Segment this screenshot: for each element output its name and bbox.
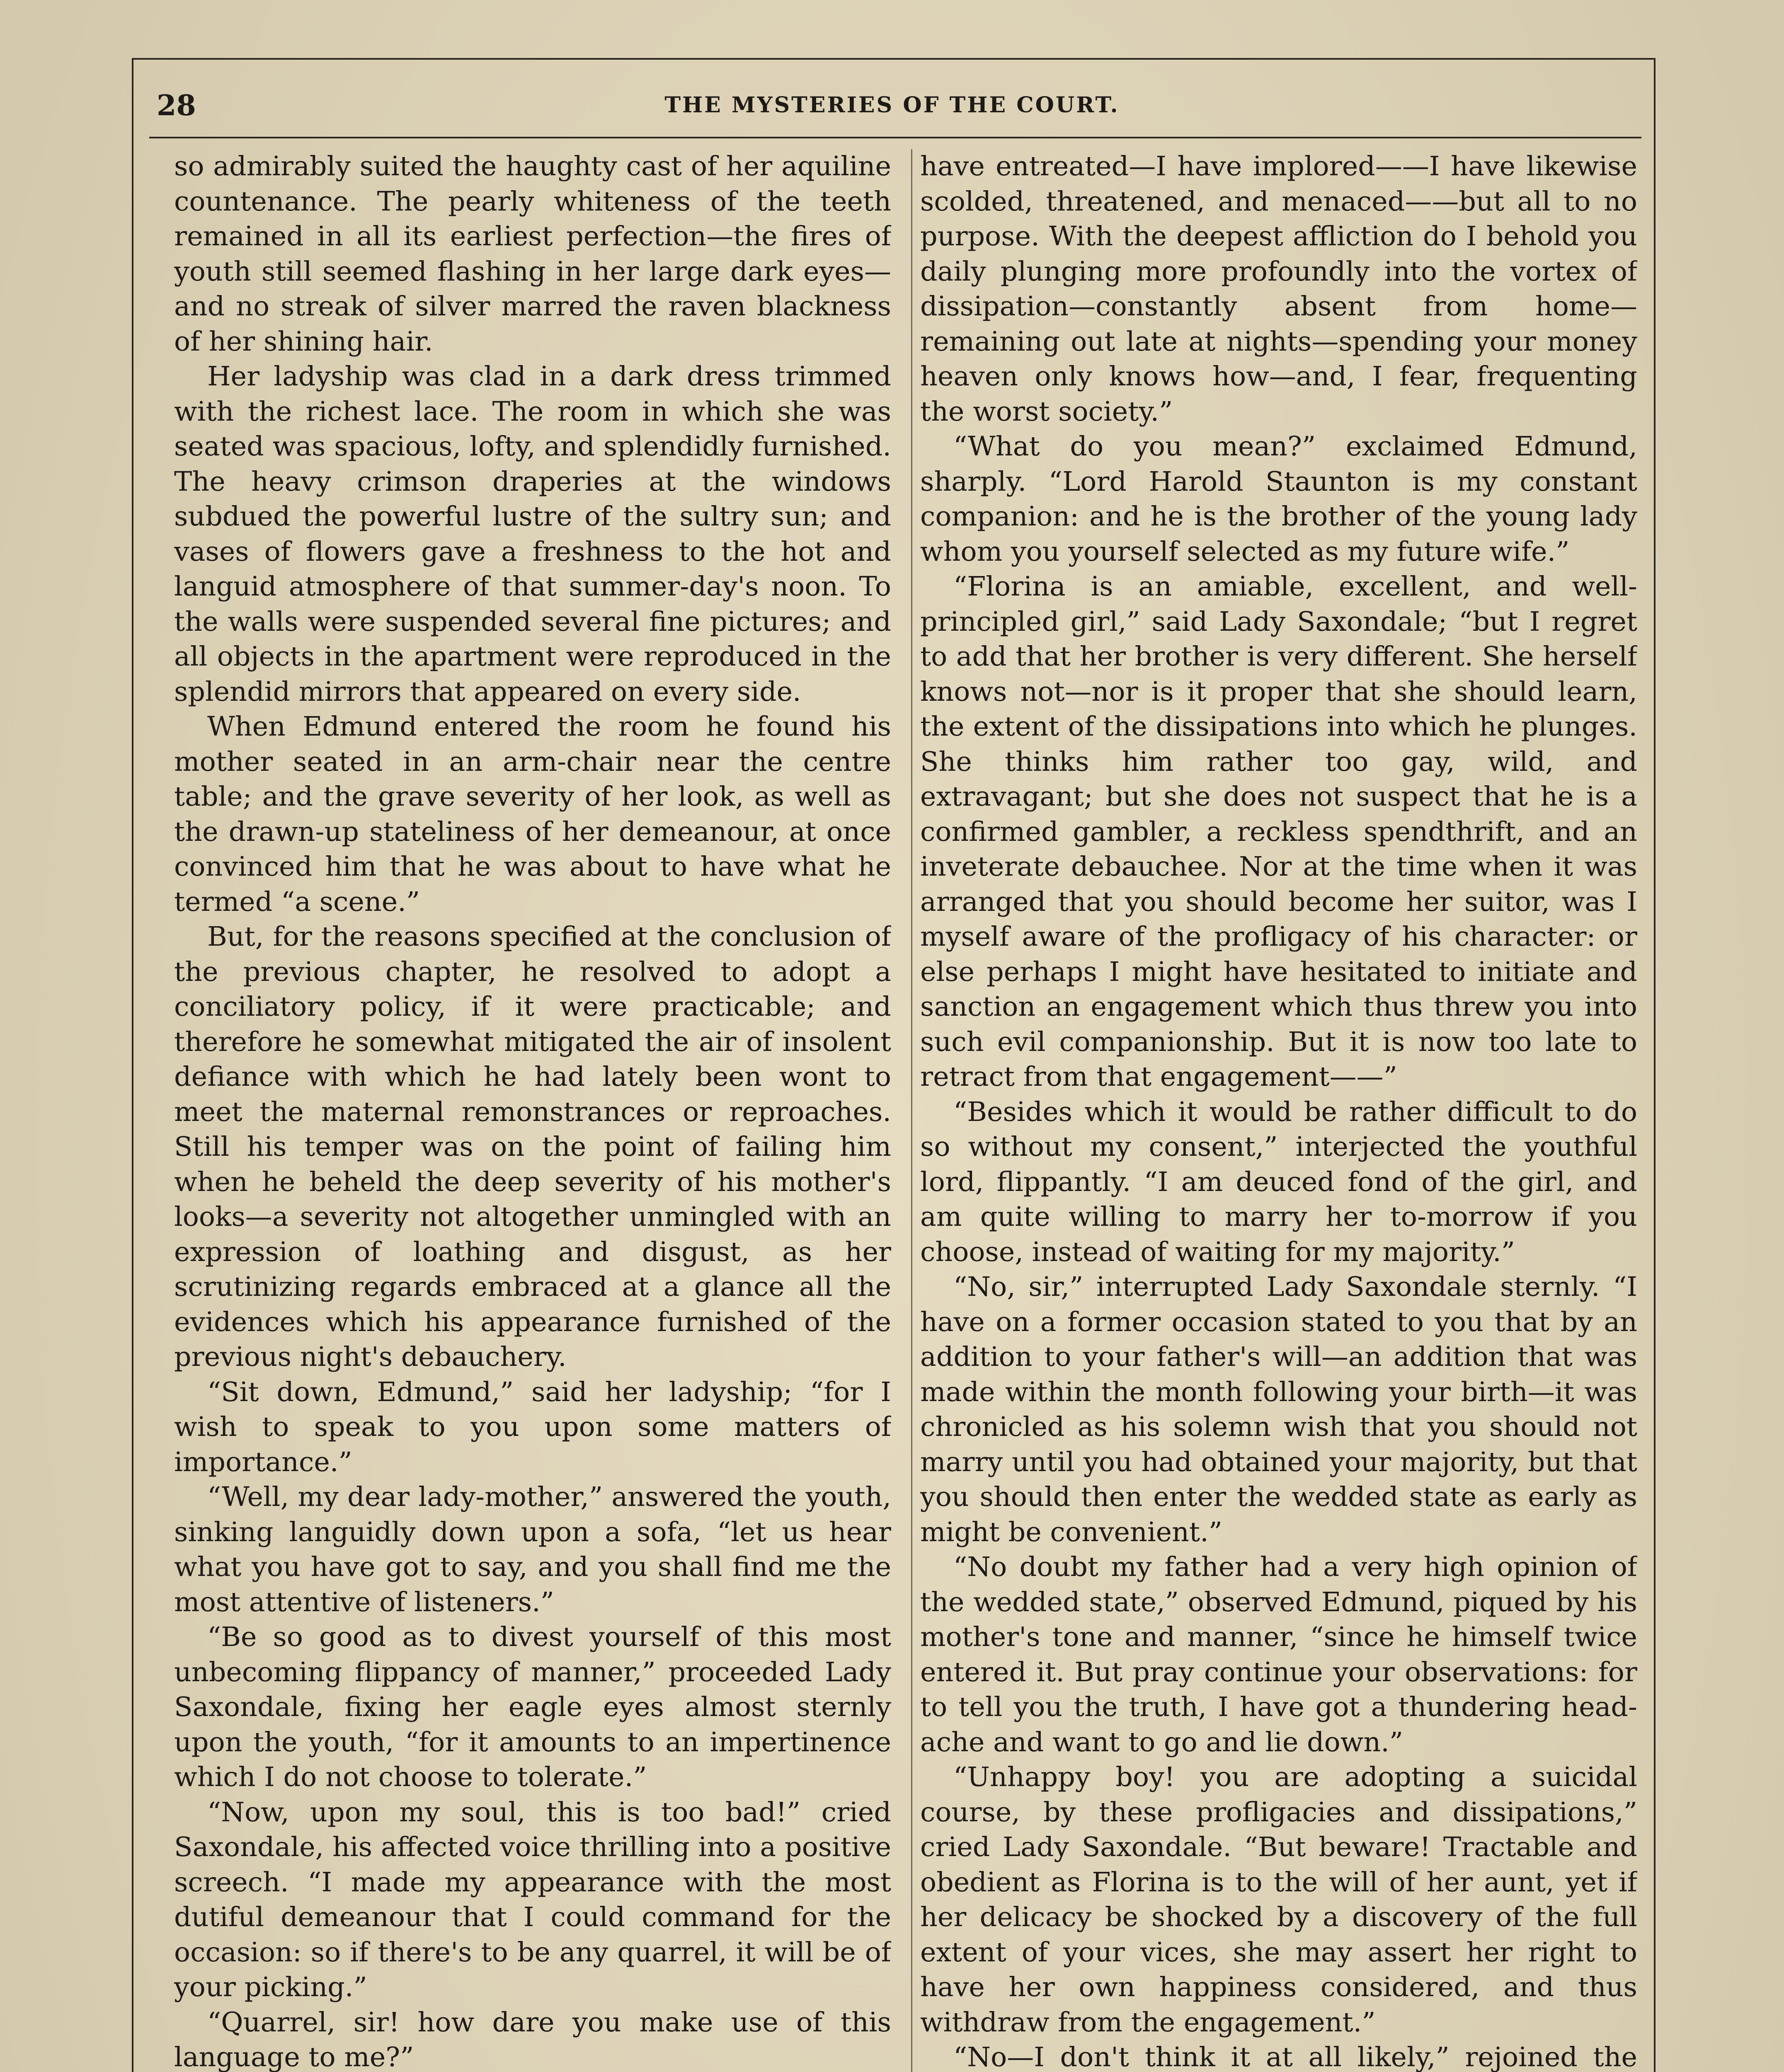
column-divider: [911, 149, 912, 2072]
paragraph: “Well, my dear lady-mother,” answered the youth, sinking languidly down upon a sofa, “let us hear what you have got to say, and you shall find me the most attentive of listeners.”: [174, 1481, 891, 1618]
paragraph: “No, sir,” interrupted Lady Saxondale sternly. “I have on a former occasion stated to you that by an addition to your father's will—an addition that was made within the month following your birth—it was chronicled as his solemn wish that you should not marry until you had obtained your majority, but that you should then enter the wedded state as early as might be convenient.”: [920, 1271, 1637, 1548]
paragraph: “Quarrel, sir! how dare you make use of this language to me?”: [174, 2007, 891, 2072]
paragraph: “What do you mean?” exclaimed Edmund, sharply. “Lord Harold Staunton is my constant companion: and he is the brother of the young lady whom you yourself selected as my future wife.”: [920, 431, 1637, 567]
running-title: THE MYSTERIES OF THE COURT.: [664, 92, 1120, 118]
paragraph: “No—I don't think it at all likely,” rejoined the: [953, 2042, 1637, 2072]
header-rule: [149, 137, 1641, 138]
paragraph: When Edmund entered the room he found his mother seated in an arm-chair near the centre table; and the grave severity of her look, as well as the drawn-up stateliness of her demeanour, at once convinced him that he was about to have what he termed “a scene.”: [174, 711, 891, 917]
paragraph: “Besides which it would be rather difficult to do so without my consent,” interjected the youthful lord, flippantly. “I am deuced fond of the girl, and am quite willing to marry her to-morrow if you choose, instead of waiting for my majority.”: [920, 1096, 1637, 1268]
paragraph: have entreated—I have implored——I have likewise scolded, threatened, and menaced——but all to no purpose. With the deepest affliction do I behold you daily plunging more profoundly into the vortex of dissipation—constantly absent from home—remaining out late at nights—spending your money heaven only knows how—and, I fear, frequenting the worst society.”: [920, 151, 1637, 427]
paragraph: “Now, upon my soul, this is too bad!” cried Saxondale, his affected voice thrilling into a positive screech. “I made my appearance with the most dutiful demeanour that I could command for the occasion: so if there's to be any quarrel, it will be of your picking.”: [174, 1796, 891, 2003]
paragraph: so admirably suited the haughty cast of her aquiline countenance. The pearly whiteness of the teeth remained in all its earliest perfection—the fires of youth still seemed flashing in her large dark eyes—and no streak of silver marred the raven blackness of her shining hair.: [174, 151, 891, 357]
paragraph: “Sit down, Edmund,” said her ladyship; “for I wish to speak to you upon some matters of importance.”: [174, 1376, 891, 1478]
left-column: [174, 149, 891, 2072]
paragraph: But, for the reasons specified at the conclusion of the previous chapter, he resolved to adopt a conciliatory policy, if it were practicable; and therefore he somewhat mitigated the air of insolent defiance with which he had lately been wont to meet the maternal remonstrances or reproaches. Still his temper was on the point of failing him when he beheld the deep severity of his mother's looks—a severity not altogether unmingled with an expression of loathing and disgust, as her scrutinizing regards embraced at a glance all the evidences which his appearance furnished of the previous night's debauchery.: [174, 921, 891, 1372]
paragraph: “No doubt my father had a very high opinion of the wedded state,” observed Edmund, piqued by his mother's tone and manner, “since he himself twice entered it. But pray continue your observations: for to tell you the truth, I have got a thundering head-ache and want to go and lie down.”: [920, 1552, 1637, 1758]
paragraph: “Unhappy boy! you are adopting a suicidal course, by these profligacies and dissipations,” cried Lady Saxondale. “But beware! Tractable and obedient as Florina is to the will of her aunt, yet if her delicacy be shocked by a discovery of the full extent of your vices, she may assert her right to have her own happiness considered, and thus withdraw from the engagement.”: [920, 1762, 1637, 2038]
paragraph: Her ladyship was clad in a dark dress trimmed with the richest lace. The room in which she was seated was spacious, lofty, and splendidly furnished. The heavy crimson draperies at the windows subdued the powerful lustre of the sultry sun; and vases of flowers gave a freshness to the hot and languid atmosphere of that summer-day's noon. To the walls were suspended several fine pictures; and all objects in the apartment were reproduced in the splendid mirrors that appeared on every side.: [174, 361, 891, 707]
right-column: [920, 149, 1637, 2072]
paragraph: “Be so good as to divest yourself of this most unbecoming flippancy of manner,” proceeded Lady Saxondale, fixing her eagle eyes almost sternly upon the youth, “for it amounts to an impertinence which I do not choose to tolerate.”: [174, 1622, 891, 1793]
paragraph: “Florina is an amiable, excellent, and well-principled girl,” said Lady Saxondale; “but I regret to add that her brother is very different. She herself knows not—nor is it proper that she should learn, the extent of the dissipations into which he plunges. She thinks him rather too gay, wild, and extravagant; but she does not suspect that he is a confirmed gambler, a reckless spendthrift, and an inveterate debauchee. Nor at the time when it was arranged that you should become her suitor, was I myself aware of the profligacy of his character: or else perhaps I might have hesitated to initiate and sanction an engagement which thus threw you into such evil companionship. But it is now too late to retract from that engagement——”: [920, 571, 1637, 1092]
page-number: 28: [157, 89, 196, 122]
